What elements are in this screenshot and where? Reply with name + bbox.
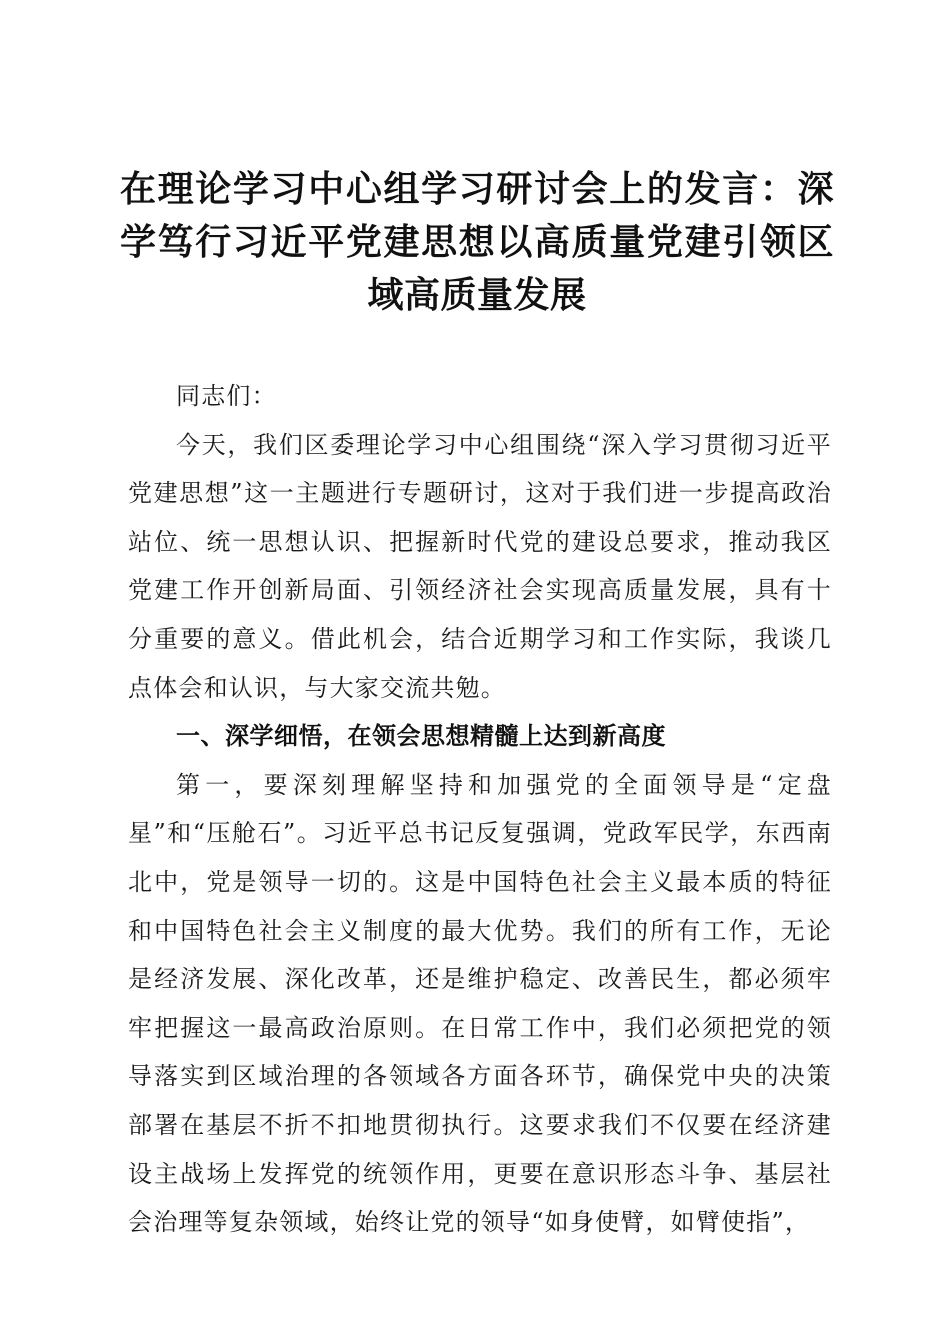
document-title: 在理论学习中心组学习研讨会上的发言：深学笃行习近平党建思想以高质量党建引领区域高质量发展 [120, 168, 834, 316]
intro-paragraph: 今天，我们区委理论学习中心组围绕“深入学习贯彻习近平党建思想”这一主题进行专题研讨，这对于我们进一步提高政治站位、统一思想认识、把握新时代党的建设总要求，推动我区党建工作开创新局面、引领经济社会实现高质量发展，具有十分重要的意义。借此机会，结合近期学习和工作实际，我谈几点体会和认识，与大家交流共勉。 [128, 430, 832, 702]
section-paragraph: 第一，要深刻理解坚持和加强党的全面领导是“定盘星”和“压舱石”。习近平总书记反复强调，党政军民学，东西南北中，党是领导一切的。这是中国特色社会主义最本质的特征和中国特色社会主义制度的最大优势。我们的所有工作，无论是经济发展、深化改革，还是维护稳定、改善民生，都必须牢牢把握这一最高政治原则。在日常工作中，我们必须把党的领导落实到区域治理的各领域各方面各环节，确保党中央的决策部署在基层不折不扣地贯彻执行。这要求我们不仅要在经济建设主战场上发挥党的统领作用，更要在意识形态斗争、基层社会治理等复杂领域，始终让党的领导“如身使臂，如臂使指”， [128, 770, 832, 1237]
document-body [128, 372, 832, 1247]
section-heading: 一、深学细悟，在领会思想精髓上达到新高度 [176, 722, 666, 751]
salutation: 同志们： [176, 382, 277, 410]
